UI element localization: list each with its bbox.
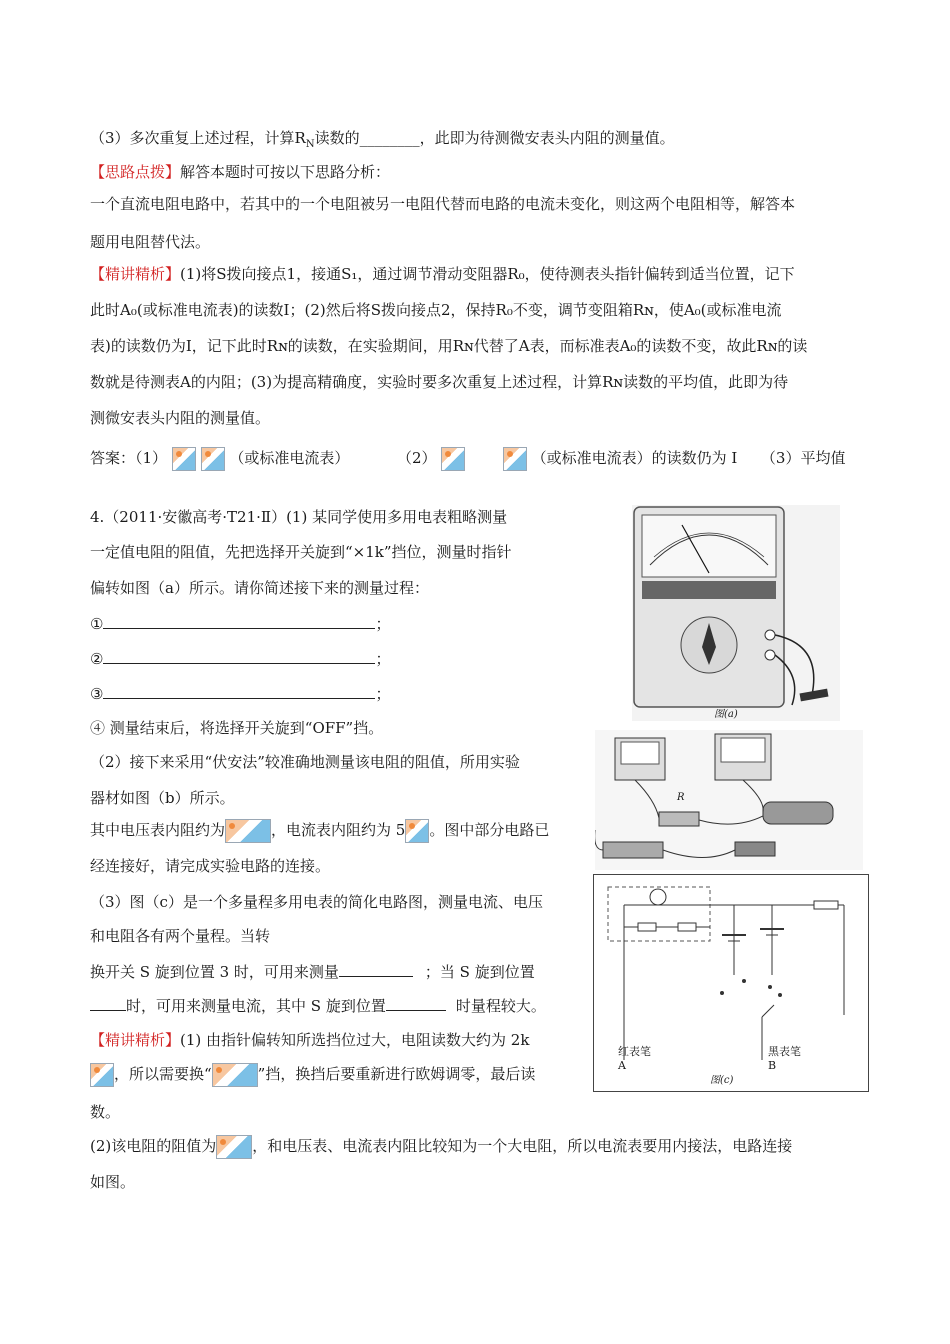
image-placeholder-icon bbox=[212, 1063, 258, 1087]
q4-step3: ③ ； bbox=[90, 682, 390, 706]
solution-line-1: 【精讲精析】(1) 由指针偏转知所选挡位过大，电阻读数大约为 2k bbox=[90, 1031, 530, 1049]
answer-line: 答案：（1） （或标准电流表） （2） （或标准电流表）的读数仍为 I （3）平均值 bbox=[90, 446, 845, 471]
analysis-line-1: 【精讲精析】(1)将S拨向接点1，接通S₁，通过调节滑动变阻器R₀，使待测表头指针偏转到适当位置，记下 bbox=[90, 265, 795, 283]
q4-line-3: 偏转如图（a）所示。请你简述接下来的测量过程： bbox=[90, 579, 429, 597]
image-placeholder-icon bbox=[90, 1063, 114, 1087]
image-placeholder-icon bbox=[503, 447, 527, 471]
q3-step3-line: （3）多次重复上述过程，计算$R_N$读数的________，此即为待测微安表头内阻的测量值。 bbox=[90, 129, 675, 150]
analysis-line-4: 数就是待测表A的内阻；(3)为提高精确度，实验时要多次重复上述过程，计算Rɴ读数的平均值，此即为待 bbox=[90, 373, 789, 391]
q4-part3-line-1: （3）图（c）是一个多量程多用电表的简化电路图，测量电流、电压 bbox=[90, 893, 543, 911]
analysis-label: 【精讲精析】 bbox=[90, 265, 181, 283]
hint-label: 【思路点拨】 bbox=[90, 163, 181, 181]
image-placeholder-icon bbox=[216, 1135, 252, 1159]
hint-body-2: 题用电阻替代法。 bbox=[90, 233, 211, 251]
q4-part2-line-3: 其中电压表内阻约为 ，电流表内阻约为 5 。图中部分电路已 bbox=[90, 818, 549, 843]
solution-line-4: (2)该电阻的阻值为 ，和电压表、电流表内阻比较知为一个大电阻，所以电流表要用内接法，电路连接 bbox=[90, 1134, 792, 1159]
figure-b-apparatus bbox=[595, 730, 863, 870]
analysis-line-5: 测微安表头内阻的测量值。 bbox=[90, 409, 271, 427]
image-placeholder-icon bbox=[441, 447, 465, 471]
solution-line-2: ，所以需要换“ ”挡，换挡后要重新进行欧姆调零，最后读 bbox=[90, 1062, 535, 1087]
hint-line: 【思路点拨】解答本题时可按以下思路分析： bbox=[90, 163, 391, 181]
q4-part2-line-4: 经连接好，请完成实验电路的连接。 bbox=[90, 857, 331, 875]
q4-step4: ④ 测量结束后，将选择开关旋到“OFF”挡。 bbox=[90, 719, 384, 737]
q4-part2-line-1: （2）接下来采用“伏安法”较准确地测量该电阻的阻值，所用实验 bbox=[90, 753, 520, 771]
figure-a-multimeter bbox=[632, 505, 840, 721]
solution-label: 【精讲精析】 bbox=[90, 1031, 181, 1049]
image-placeholder-icon bbox=[405, 819, 429, 843]
solution-line-3: 数。 bbox=[90, 1103, 121, 1121]
hint-body-1: 一个直流电阻电路中，若其中的一个电阻被另一电阻代替而电路的电流未变化，则这两个电阻相等，解答本 bbox=[90, 195, 796, 213]
q4-step1: ① ； bbox=[90, 612, 390, 636]
figure-b-resistor-label: R bbox=[677, 792, 685, 803]
figure-c-black-probe-label: 黑表笔 B bbox=[768, 1045, 801, 1072]
image-placeholder-icon bbox=[172, 447, 196, 471]
q4-part3-line-4: 时，可用来测量电流，其中 S 旋到位置 时量程较大。 bbox=[90, 994, 546, 1018]
q4-part3-line-3: 换开关 S 旋到位置 3 时，可用来测量 ；当 S 旋到位置 bbox=[90, 960, 535, 984]
q4-line-2: 一定值电阻的阻值，先把选择开关旋到“×1k”挡位，测量时指针 bbox=[90, 543, 512, 561]
analysis-line-3: 表)的读数仍为I，记下此时Rɴ的读数，在实验期间，用Rɴ代替了A表，而标准表A₀的读数不变，故此Rɴ的读 bbox=[90, 337, 808, 355]
q4-step2: ② ； bbox=[90, 647, 390, 671]
image-placeholder-icon bbox=[225, 819, 271, 843]
q4-part3-line-2: 和电阻各有两个量程。当转 bbox=[90, 927, 271, 945]
q4-part2-line-2: 器材如图（b）所示。 bbox=[90, 789, 235, 807]
figure-c-circuit bbox=[593, 874, 869, 1092]
q4-line-1: 4.（2011·安徽高考·T21·Ⅱ）(1) 某同学使用多用电表粗略测量 bbox=[90, 508, 508, 526]
figure-c-red-probe-label: 红表笔 A bbox=[618, 1045, 651, 1072]
figure-a-caption: 图(a) bbox=[714, 709, 738, 720]
solution-line-5: 如图。 bbox=[90, 1173, 136, 1191]
figure-c-caption: 图(c) bbox=[710, 1075, 734, 1086]
analysis-line-2: 此时A₀(或标准电流表)的读数I；(2)然后将S拨向接点2，保持R₀不变，调节变阻箱Rɴ，使A₀(或标准电流 bbox=[90, 301, 782, 319]
image-placeholder-icon bbox=[201, 447, 225, 471]
